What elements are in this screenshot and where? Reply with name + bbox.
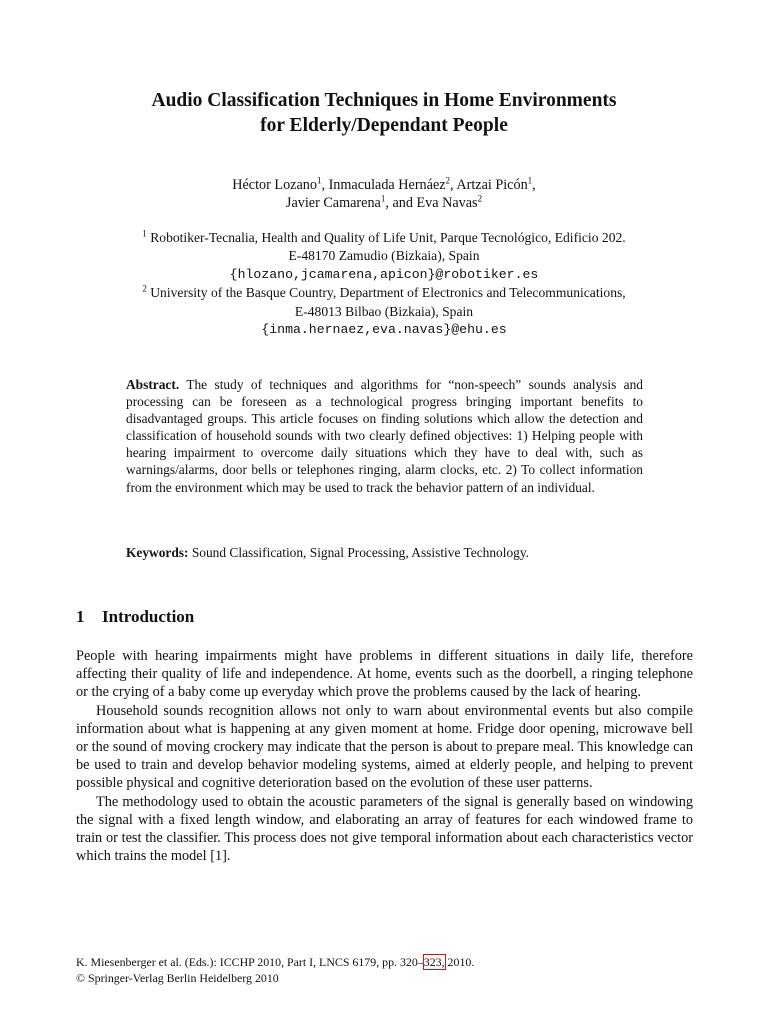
title-line-2: for Elderly/Dependant People [260, 115, 508, 136]
abstract-label: Abstract. [126, 377, 180, 392]
section-number: 1 [76, 607, 85, 626]
author-affiliation-mark: 1 [316, 175, 322, 186]
paragraph: Household sounds recognition allows not only to warn about environmental events but also compile information about what is happening at any given moment at home. Fridge door opening, microwave bell or the sound of moving crockery may indicate that the person is about to prepare meal. This knowledge can be used to train and develop behavior modeling systems, aimed at elderly people, and helping to prevent possible physical and cognitive deterioration based on the evolution of these user patterns. [76, 702, 693, 792]
paragraph: The methodology used to obtain the acoustic parameters of the signal is generally based on windowing the signal with a fixed length window, and elaborating an array of features for each windowed frame to train or test the classifier. This process does not give temporal information about each characteristics vector which trains the model [1]. [76, 793, 693, 865]
author-affiliation-mark: 2 [477, 193, 483, 204]
affiliation-mark: 2 [142, 283, 147, 294]
author-name: Héctor Lozano [232, 177, 317, 193]
author-line-2 [40, 194, 728, 212]
author-separator: , [321, 177, 326, 193]
author-line-1 [40, 176, 728, 194]
copyright-line: © Springer-Verlag Berlin Heidelberg 2010 [76, 970, 279, 985]
affiliation-1-line-1 [40, 229, 728, 247]
page-range-link[interactable]: 323, [423, 955, 445, 969]
affiliation-text: Robotiker-Tecnalia, Health and Quality of Life Unit, Parque Tecnológico, Edificio 202. [150, 230, 626, 245]
author-name: Javier Camarena [285, 195, 381, 211]
citation-text: K. Miesenberger et al. (Eds.): ICCHP 2010, Part I, LNCS 6179, pp. 320– [76, 955, 424, 969]
affiliations [40, 229, 728, 339]
affiliation-mark: 1 [142, 228, 147, 239]
affiliation-1-email[interactable]: {hlozano,jcamarena,apicon}@robotiker.es [229, 266, 539, 282]
author-name: Inmaculada Hernáez [328, 177, 446, 193]
abstract-text: The study of techniques and algorithms for “non-speech” sounds analysis and processing can be foreseen as a technological progress bringing important benefits to disadvantaged groups. This article focuses on finding solutions which allow the detection and classification of household sounds with two clearly defined objectives: 1) Helping people with hearing impairment to overcome daily situations which they have to deal with, such as warnings/alarms, door bells or telephones ringing, alarm clocks, etc. 2) To collect information from the environment which may be used to track the behavior pattern of an individual. [126, 377, 643, 495]
citation-line [76, 955, 693, 971]
affiliation-text: University of the Basque Country, Department of Electronics and Telecommunications, [150, 285, 626, 301]
affiliation-1-line-2: E-48170 Zamudio (Bizkaia), Spain [288, 248, 480, 264]
author-separator: , [532, 177, 536, 193]
author-affiliation-mark: 1 [527, 175, 533, 186]
author-name: Eva Navas [416, 195, 478, 211]
section-heading [76, 607, 194, 627]
author-affiliation-mark: 2 [445, 175, 451, 186]
author-name: Artzai Picón [456, 177, 528, 193]
paragraph: People with hearing impairments might have problems in different situations in daily life, therefore affecting their quality of life and independence. At home, events such as the doorbell, a ringing telephone or the crying of a baby come up everyday which prove the problems caused by the lack of hearing. [76, 648, 693, 701]
title-line-1: Audio Classification Techniques in Home Environments [151, 90, 617, 111]
paper-title [40, 88, 728, 138]
abstract [126, 376, 643, 496]
keywords-text: Sound Classification, Signal Processing, Assistive Technology. [191, 545, 530, 560]
author-separator: , [450, 177, 454, 193]
section-title: Introduction [102, 607, 195, 626]
keywords-label: Keywords: [126, 545, 189, 560]
author-affiliation-mark: 1 [380, 193, 386, 204]
author-separator: , and [385, 195, 413, 211]
introduction-body [76, 647, 693, 865]
affiliation-2-line-1 [40, 284, 728, 302]
author-list [40, 176, 728, 212]
affiliation-2-line-2: E-48013 Bilbao (Bizkaia), Spain [294, 303, 474, 319]
affiliation-2-email[interactable]: {inma.hernaez,eva.navas}@ehu.es [261, 322, 507, 338]
footer [76, 955, 693, 986]
keywords [126, 544, 643, 561]
citation-year: 2010. [444, 955, 475, 969]
